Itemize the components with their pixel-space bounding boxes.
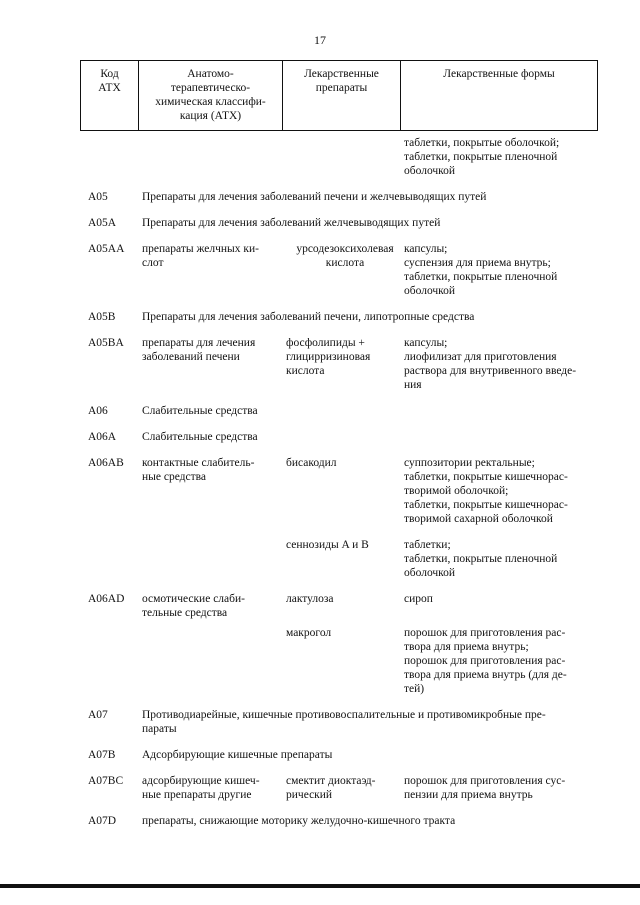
atc-code: A07BC (88, 775, 124, 787)
table-row (88, 404, 598, 418)
atc-classification: контактные слабитель- ные средства (142, 457, 255, 483)
table-row (88, 336, 598, 392)
dosage-forms: таблетки; таблетки, покрытые пленочной оболочкой (404, 539, 558, 579)
table-row (88, 430, 598, 444)
dosage-forms: порошок для приготовления рас- твора для приема внутрь; порошок для приготовления рас- твора для приема внутрь (для де- тей) (404, 627, 567, 695)
atc-code (88, 136, 142, 178)
atc-code: A06A (88, 431, 117, 443)
table-row (88, 538, 598, 580)
header-code: Код АТХ (98, 68, 121, 94)
page-number: 17 (314, 33, 326, 47)
atc-code: A06AD (88, 593, 125, 605)
dosage-forms: порошок для приготовления сус- пензии для приема внутрь (404, 775, 566, 801)
group-title: Препараты для лечения заболеваний печени и желчевыводящих путей (142, 191, 487, 203)
table-row (88, 592, 598, 620)
atc-code: A05A (88, 217, 117, 229)
group-title: Адсорбирующие кишечные препараты (142, 749, 333, 761)
group-title: Препараты для лечения заболеваний желчевыводящих путей (142, 217, 441, 229)
table-row (88, 814, 598, 828)
table-body (88, 136, 598, 840)
header-drugs: Лекарственные препараты (282, 61, 400, 130)
table-row (88, 748, 598, 762)
group-title: препараты, снижающие моторику желудочно-кишечного тракта (142, 815, 456, 827)
table-row (88, 242, 598, 298)
drug-name: смектит диоктаэд- рический (286, 775, 376, 801)
group-title: Слабительные средства (142, 405, 258, 417)
drug-name: лактулоза (286, 593, 334, 605)
atc-code: A07B (88, 749, 116, 761)
dosage-forms: суппозитории ректальные; таблетки, покрытые кишечнорас- творимой оболочкой; таблетки, покрытые кишечнорас- творимой сахарной оболочкой (404, 457, 568, 525)
table-row (88, 310, 598, 324)
table-row (88, 216, 598, 230)
atc-code (88, 626, 142, 696)
atc-code: A06AB (88, 457, 124, 469)
table-row (88, 708, 598, 736)
header-forms: Лекарственные формы (400, 61, 597, 130)
atc-code: A05AA (88, 243, 125, 255)
atc-classification: осмотические слаби- тельные средства (142, 593, 245, 619)
table-header (80, 60, 598, 131)
dosage-forms: капсулы; лиофилизат для приготовления раствора для внутривенного введе- ния (404, 337, 577, 391)
atc-code: A06 (88, 405, 108, 417)
table-row (88, 774, 598, 802)
header-classification: Анатомо- терапевтическо- химическая классифи- кация (АТХ) (138, 61, 282, 130)
atc-code: A07D (88, 815, 117, 827)
table-row (88, 456, 598, 526)
atc-code (88, 538, 142, 580)
table-row (88, 190, 598, 204)
atc-classification (142, 626, 286, 696)
atc-classification: препараты для лечения заболеваний печени (142, 337, 256, 363)
drug-name: урсодезоксихолевая кислота (296, 243, 394, 269)
atc-classification: адсорбирующие кишеч- ные препараты другие (142, 775, 260, 801)
atc-classification: препараты желчных ки- слот (142, 243, 259, 269)
drug-name: макрогол (286, 627, 332, 639)
drug-name (286, 136, 404, 178)
dosage-forms: таблетки, покрытые оболочкой; таблетки, покрытые пленочной оболочкой (404, 137, 560, 177)
atc-classification (142, 538, 286, 580)
table-row (88, 136, 598, 178)
group-title: Слабительные средства (142, 431, 258, 443)
atc-classification (142, 136, 286, 178)
dosage-forms: сироп (404, 593, 433, 605)
bottom-rule (0, 884, 640, 888)
drug-name: сеннозиды A и B (286, 539, 369, 551)
atc-code: A05 (88, 191, 108, 203)
table-row (88, 626, 598, 696)
drug-name: бисакодил (286, 457, 337, 469)
atc-code: A05B (88, 311, 116, 323)
atc-code: A05BA (88, 337, 124, 349)
dosage-forms: капсулы; суспензия для приема внутрь; таблетки, покрытые пленочной оболочкой (404, 243, 558, 297)
drug-name: фосфолипиды + глицирризиновая кислота (286, 337, 371, 377)
atc-code: A07 (88, 709, 108, 721)
group-title: Препараты для лечения заболеваний печени, липотропные средства (142, 311, 475, 323)
group-title: Противодиарейные, кишечные противовоспалительные и противомикробные пре- параты (142, 709, 546, 735)
